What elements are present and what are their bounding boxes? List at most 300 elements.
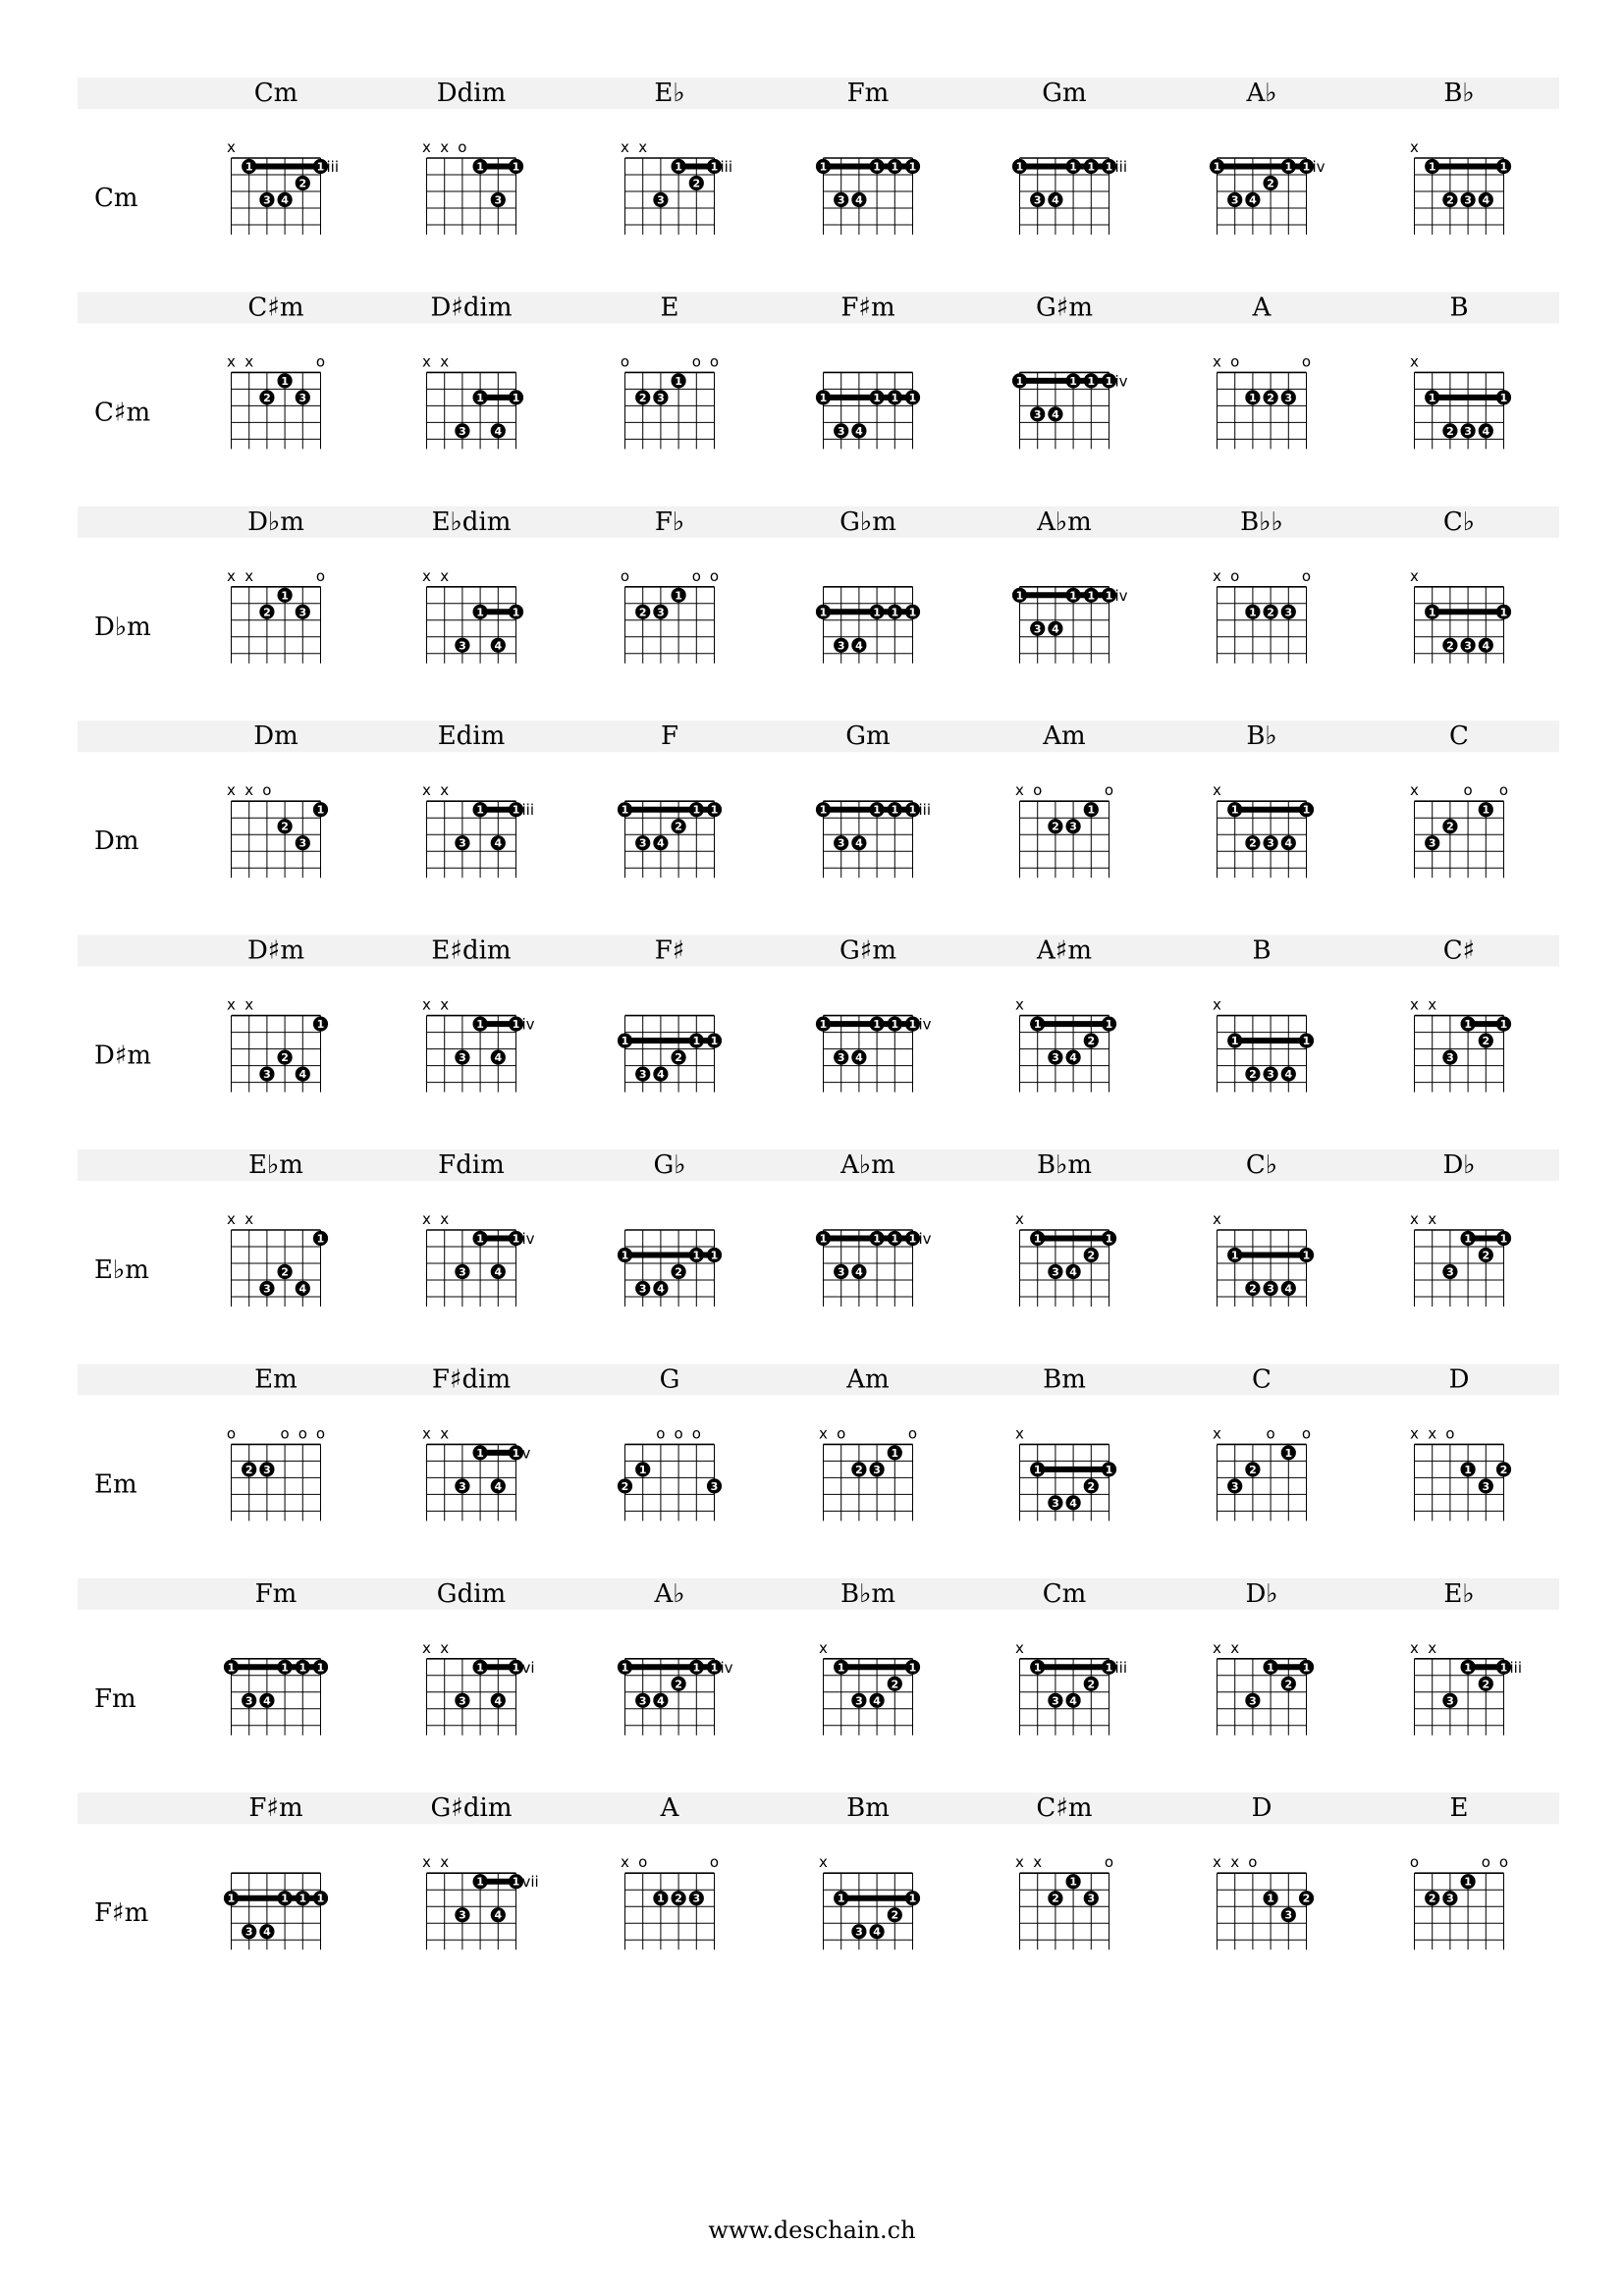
muted-string-mark: x	[422, 1210, 431, 1228]
finger-number: 1	[819, 1018, 828, 1032]
open-string-mark: o	[1498, 781, 1509, 800]
muted-string-mark: x	[1213, 1853, 1221, 1872]
finger-number: 3	[459, 1265, 466, 1279]
key-row	[78, 507, 1559, 664]
finger-number: 1	[873, 160, 881, 174]
finger-number: 4	[263, 1694, 271, 1708]
finger-number: 3	[1482, 1479, 1490, 1493]
finger-number: 1	[908, 1018, 917, 1032]
finger-number: 2	[1087, 1678, 1096, 1691]
muted-string-mark: x	[819, 1638, 828, 1657]
finger-number: 1	[1033, 1232, 1042, 1246]
finger-number: 3	[638, 1694, 647, 1708]
muted-string-mark: x	[621, 1853, 629, 1872]
finger-number: 4	[855, 1051, 863, 1065]
finger-number: 4	[855, 1265, 863, 1279]
finger-number: 1	[298, 1892, 307, 1905]
finger-number: 1	[873, 803, 881, 817]
key-row	[78, 1149, 1559, 1307]
fret-position-label: iii	[1114, 1658, 1128, 1677]
finger-number: 1	[908, 803, 917, 817]
chord-name: B♭♭	[1240, 507, 1283, 537]
finger-number: 1	[638, 1463, 647, 1476]
finger-number: 3	[837, 424, 845, 438]
muted-string-mark: x	[1410, 1210, 1419, 1228]
finger-number: 2	[1087, 1479, 1096, 1493]
finger-number: 1	[1464, 1018, 1472, 1032]
header-band	[78, 1363, 1559, 1395]
muted-string-mark: x	[1428, 995, 1437, 1014]
finger-number: 1	[891, 160, 899, 174]
muted-string-mark: x	[440, 1424, 450, 1443]
muted-string-mark: x	[244, 781, 254, 800]
chord-name: Fm	[254, 1578, 298, 1609]
finger-number: 1	[1087, 589, 1096, 603]
finger-number: 3	[244, 1925, 253, 1939]
chord-name: C♭	[1245, 1150, 1278, 1180]
open-string-mark: o	[709, 566, 720, 585]
muted-string-mark: x	[244, 995, 254, 1014]
muted-string-mark: x	[1428, 1210, 1437, 1228]
finger-number: 4	[1284, 1282, 1293, 1296]
finger-number: 1	[1249, 606, 1257, 619]
muted-string-mark: x	[1015, 1210, 1024, 1228]
open-string-mark: o	[691, 352, 701, 371]
finger-number: 1	[908, 160, 917, 174]
finger-number: 3	[298, 836, 307, 850]
open-string-mark: o	[1498, 1853, 1509, 1872]
finger-number: 1	[908, 1232, 917, 1246]
finger-number: 2	[1284, 1678, 1293, 1691]
chord-name: Gm	[845, 721, 891, 752]
finger-number: 1	[227, 1661, 236, 1675]
finger-number: 3	[1033, 407, 1042, 421]
key-label: Em	[94, 1469, 137, 1500]
finger-number: 2	[1267, 606, 1274, 619]
header-band	[78, 78, 1559, 109]
finger-number: 3	[1267, 1282, 1274, 1296]
finger-number: 3	[710, 1479, 719, 1493]
finger-number: 4	[1052, 622, 1059, 636]
finger-number: 1	[1302, 1661, 1311, 1675]
chord-name: Bm	[846, 1793, 890, 1824]
finger-number: 3	[1446, 1265, 1454, 1279]
finger-number: 1	[281, 589, 289, 603]
footer-url: www.deschain.ch	[708, 2216, 916, 2244]
muted-string-mark: x	[1213, 995, 1221, 1014]
muted-string-mark: x	[227, 352, 236, 371]
finger-number: 1	[227, 1892, 236, 1905]
finger-number: 3	[1464, 424, 1472, 438]
fret-position-label: vii	[521, 1873, 539, 1892]
open-string-mark: o	[1248, 1853, 1258, 1872]
key-label: C♯m	[94, 398, 151, 428]
chord-name: C♯m	[247, 293, 304, 323]
chord-name: B♭	[1246, 721, 1277, 752]
finger-number: 1	[891, 391, 899, 404]
finger-number: 4	[1482, 193, 1490, 207]
fret-position-label: iv	[1312, 158, 1326, 176]
finger-number: 3	[692, 1892, 701, 1905]
chord-name: Am	[846, 1364, 890, 1395]
fret-position-label: iv	[1114, 586, 1128, 605]
muted-string-mark: x	[227, 995, 236, 1014]
finger-number: 3	[263, 1068, 271, 1082]
muted-string-mark: x	[422, 138, 431, 156]
finger-number: 3	[1284, 606, 1293, 619]
finger-number: 1	[1464, 1463, 1472, 1476]
finger-number: 1	[1105, 1232, 1113, 1246]
finger-number: 3	[1033, 193, 1042, 207]
chord-name: F♯m	[840, 293, 895, 323]
chord-name: A♭m	[840, 1150, 895, 1180]
finger-number: 1	[476, 160, 484, 174]
finger-number: 2	[675, 1051, 682, 1065]
muted-string-mark: x	[422, 1424, 431, 1443]
key-label: Dm	[94, 827, 139, 857]
fret-position-label: iii	[1509, 1658, 1523, 1677]
finger-number: 1	[1230, 1249, 1239, 1262]
finger-number: 1	[298, 1661, 307, 1675]
open-string-mark: o	[1104, 781, 1114, 800]
finger-number: 1	[1087, 160, 1096, 174]
finger-number: 3	[837, 836, 845, 850]
chord-name: Fdim	[438, 1150, 505, 1180]
finger-number: 3	[1069, 820, 1077, 833]
key-row	[78, 292, 1559, 449]
chord-name: E	[660, 293, 679, 323]
finger-number: 1	[1033, 1018, 1042, 1032]
finger-number: 1	[1015, 160, 1024, 174]
finger-number: 3	[1464, 639, 1472, 653]
finger-number: 3	[657, 193, 665, 207]
finger-number: 3	[459, 1694, 466, 1708]
finger-number: 3	[244, 1694, 253, 1708]
finger-number: 1	[692, 1249, 701, 1262]
chord-name: Edim	[437, 721, 506, 752]
key-row	[78, 721, 1559, 878]
muted-string-mark: x	[1015, 995, 1024, 1014]
finger-number: 1	[1302, 1035, 1311, 1048]
chord-name: D♯m	[246, 935, 305, 966]
finger-number: 4	[494, 1694, 503, 1708]
muted-string-mark: x	[1213, 1210, 1221, 1228]
finger-number: 3	[1446, 1892, 1454, 1905]
finger-number: 4	[873, 1925, 881, 1939]
finger-number: 3	[855, 1694, 863, 1708]
finger-number: 1	[1302, 1249, 1311, 1262]
key-label: Fm	[94, 1683, 136, 1714]
finger-number: 4	[298, 1068, 307, 1082]
finger-number: 2	[1249, 1463, 1257, 1476]
chord-name: A	[660, 1793, 679, 1824]
open-string-mark: o	[709, 1853, 720, 1872]
finger-number: 4	[494, 1908, 503, 1922]
open-string-mark: o	[315, 566, 326, 585]
chord-name: E♯dim	[431, 935, 512, 966]
open-string-mark: o	[638, 1853, 648, 1872]
finger-number: 4	[1052, 193, 1059, 207]
finger-number: 2	[281, 820, 289, 833]
finger-number: 1	[692, 1661, 701, 1675]
finger-number: 4	[855, 193, 863, 207]
finger-number: 1	[621, 803, 629, 817]
finger-number: 4	[494, 1265, 503, 1279]
finger-number: 2	[1446, 424, 1454, 438]
finger-number: 1	[512, 391, 520, 404]
finger-number: 1	[512, 1232, 520, 1246]
finger-number: 1	[316, 160, 325, 174]
finger-number: 1	[316, 803, 325, 817]
chord-name: A♭	[654, 1578, 685, 1609]
muted-string-mark: x	[1428, 1638, 1437, 1657]
finger-number: 3	[638, 1282, 647, 1296]
finger-number: 2	[675, 1265, 682, 1279]
finger-number: 3	[1267, 1068, 1274, 1082]
finger-number: 1	[1069, 160, 1077, 174]
open-string-mark: o	[1481, 1853, 1490, 1872]
chord-name: C♯m	[1036, 1793, 1093, 1824]
finger-number: 1	[476, 1018, 484, 1032]
muted-string-mark: x	[1015, 781, 1024, 800]
finger-number: 2	[1446, 639, 1454, 653]
chord-name: A♭m	[1037, 507, 1092, 537]
finger-number: 1	[1105, 1463, 1113, 1476]
open-string-mark: o	[620, 352, 630, 371]
open-string-mark: o	[280, 1424, 290, 1443]
open-string-mark: o	[262, 781, 272, 800]
finger-number: 3	[298, 391, 307, 404]
finger-number: 3	[298, 606, 307, 619]
finger-number: 1	[621, 1661, 629, 1675]
chord-name: B	[1449, 293, 1469, 323]
finger-number: 4	[657, 1694, 665, 1708]
finger-number: 2	[1428, 1892, 1436, 1905]
finger-number: 1	[1087, 803, 1096, 817]
finger-number: 3	[1284, 1908, 1293, 1922]
finger-number: 1	[1033, 1661, 1042, 1675]
open-string-mark: o	[1230, 352, 1240, 371]
finger-number: 1	[675, 589, 682, 603]
finger-number: 1	[1499, 606, 1508, 619]
chord-name: G♯m	[1035, 293, 1094, 323]
fret-position-label: iv	[918, 1230, 932, 1248]
open-string-mark: o	[656, 1424, 666, 1443]
open-string-mark: o	[1445, 1424, 1455, 1443]
key-row	[78, 1792, 1559, 1949]
finger-number: 1	[621, 1249, 629, 1262]
open-string-mark: o	[1301, 566, 1312, 585]
key-row	[78, 1578, 1559, 1735]
finger-number: 2	[1249, 836, 1257, 850]
finger-number: 4	[855, 424, 863, 438]
fret-position-label: iii	[918, 801, 932, 820]
finger-number: 2	[1482, 1249, 1490, 1262]
chord-name: G♯dim	[430, 1793, 513, 1824]
finger-number: 2	[244, 1463, 253, 1476]
open-string-mark: o	[1301, 1424, 1312, 1443]
chord-name: G♯m	[839, 935, 897, 966]
finger-number: 4	[1069, 1694, 1077, 1708]
muted-string-mark: x	[1428, 1424, 1437, 1443]
fret-position-label: iv	[521, 1015, 535, 1034]
open-string-mark: o	[315, 1424, 326, 1443]
finger-number: 1	[621, 1035, 629, 1048]
finger-number: 3	[263, 1282, 271, 1296]
finger-number: 1	[244, 160, 253, 174]
muted-string-mark: x	[440, 566, 450, 585]
open-string-mark: o	[1230, 566, 1240, 585]
chord-name: F♭	[654, 507, 685, 537]
finger-number: 1	[1230, 1035, 1239, 1048]
finger-number: 1	[710, 803, 719, 817]
muted-string-mark: x	[1410, 995, 1419, 1014]
finger-number: 1	[512, 1875, 520, 1889]
muted-string-mark: x	[819, 1424, 828, 1443]
chord-name: Fm	[846, 79, 890, 108]
finger-number: 1	[476, 803, 484, 817]
chord-name: E	[1449, 1793, 1469, 1824]
finger-number: 1	[692, 1035, 701, 1048]
finger-number: 1	[1499, 391, 1508, 404]
chord-name: Gm	[1042, 79, 1087, 108]
muted-string-mark: x	[1213, 781, 1221, 800]
finger-number: 3	[855, 1925, 863, 1939]
chord-name: G♭	[653, 1150, 686, 1180]
finger-number: 1	[512, 803, 520, 817]
open-string-mark: o	[709, 352, 720, 371]
finger-number: 4	[1069, 1051, 1077, 1065]
finger-number: 2	[1267, 177, 1274, 190]
fret-position-label: vi	[521, 1658, 535, 1677]
finger-number: 1	[1464, 1232, 1472, 1246]
finger-number: 2	[675, 820, 682, 833]
finger-number: 2	[281, 1265, 289, 1279]
finger-number: 1	[316, 1018, 325, 1032]
muted-string-mark: x	[1015, 1638, 1024, 1657]
finger-number: 2	[675, 1892, 682, 1905]
finger-number: 1	[281, 374, 289, 388]
chord-name: D♭	[1442, 1150, 1476, 1180]
finger-number: 3	[1446, 1051, 1454, 1065]
finger-number: 1	[316, 1661, 325, 1675]
finger-number: 1	[819, 1232, 828, 1246]
finger-number: 1	[1015, 589, 1024, 603]
finger-number: 4	[1069, 1265, 1077, 1279]
finger-number: 1	[1284, 160, 1293, 174]
muted-string-mark: x	[1410, 1424, 1419, 1443]
chord-name: D	[1251, 1793, 1272, 1824]
finger-number: 3	[1267, 836, 1274, 850]
chord-name: E♭m	[248, 1150, 303, 1180]
finger-number: 1	[281, 1892, 289, 1905]
finger-number: 1	[1284, 1446, 1293, 1460]
open-string-mark: o	[1033, 781, 1043, 800]
chord-name: C♭	[1442, 507, 1476, 537]
open-string-mark: o	[1266, 1424, 1275, 1443]
chord	[422, 507, 523, 664]
muted-string-mark: x	[1213, 1424, 1221, 1443]
finger-number: 1	[512, 1661, 520, 1675]
finger-number: 1	[316, 1232, 325, 1246]
key-label: D♯m	[94, 1041, 152, 1071]
finger-number: 2	[638, 391, 647, 404]
finger-number: 1	[1069, 1875, 1077, 1889]
muted-string-mark: x	[1033, 1853, 1043, 1872]
finger-number: 3	[657, 606, 665, 619]
finger-number: 4	[657, 836, 665, 850]
muted-string-mark: x	[440, 995, 450, 1014]
finger-number: 4	[494, 424, 503, 438]
chord-name: Bm	[1043, 1364, 1086, 1395]
fret-position-label: iii	[521, 801, 535, 820]
finger-number: 2	[621, 1479, 629, 1493]
finger-number: 2	[1249, 1068, 1257, 1082]
finger-number: 4	[1284, 836, 1293, 850]
finger-number: 1	[819, 606, 828, 619]
chord-name: F	[660, 721, 679, 752]
chord-name: Em	[254, 1364, 298, 1395]
header-band	[78, 1578, 1559, 1610]
finger-number: 2	[891, 1908, 899, 1922]
muted-string-mark: x	[638, 138, 648, 156]
open-string-mark: o	[1104, 1853, 1114, 1872]
muted-string-mark: x	[227, 1210, 236, 1228]
chord-name: D♭	[1245, 1578, 1278, 1609]
key-label: Cm	[94, 184, 138, 213]
finger-number: 3	[459, 1908, 466, 1922]
finger-number: 1	[476, 1875, 484, 1889]
finger-number: 3	[873, 1463, 881, 1476]
key-label: D♭m	[94, 612, 151, 642]
chord-name: A♯m	[1036, 935, 1093, 966]
chord-name: C	[1252, 1364, 1272, 1395]
finger-number: 3	[459, 424, 466, 438]
finger-number: 3	[1087, 1892, 1096, 1905]
finger-number: 3	[837, 639, 845, 653]
finger-number: 2	[281, 1051, 289, 1065]
open-string-mark: o	[458, 138, 467, 156]
finger-number: 1	[1428, 160, 1436, 174]
finger-number: 1	[692, 803, 701, 817]
finger-number: 2	[263, 606, 271, 619]
finger-number: 4	[855, 836, 863, 850]
finger-number: 3	[638, 1068, 647, 1082]
finger-number: 3	[1249, 1694, 1257, 1708]
finger-number: 1	[1069, 589, 1077, 603]
finger-number: 2	[638, 606, 647, 619]
finger-number: 3	[459, 639, 466, 653]
finger-number: 1	[1105, 374, 1113, 388]
finger-number: 3	[263, 1463, 271, 1476]
chord-name: E♭	[654, 79, 685, 108]
finger-number: 1	[873, 391, 881, 404]
finger-number: 2	[1446, 820, 1454, 833]
finger-number: 3	[837, 193, 845, 207]
chord-name: G	[659, 1364, 680, 1395]
finger-number: 1	[837, 1661, 845, 1675]
finger-number: 3	[837, 1051, 845, 1065]
finger-number: 2	[1482, 1678, 1490, 1691]
finger-number: 1	[710, 1661, 719, 1675]
finger-number: 3	[494, 193, 503, 207]
finger-number: 1	[675, 160, 682, 174]
muted-string-mark: x	[621, 138, 629, 156]
finger-number: 3	[657, 391, 665, 404]
finger-number: 3	[1464, 193, 1472, 207]
chord-name: D	[1448, 1364, 1470, 1395]
fret-position-label: iv	[521, 1230, 535, 1248]
